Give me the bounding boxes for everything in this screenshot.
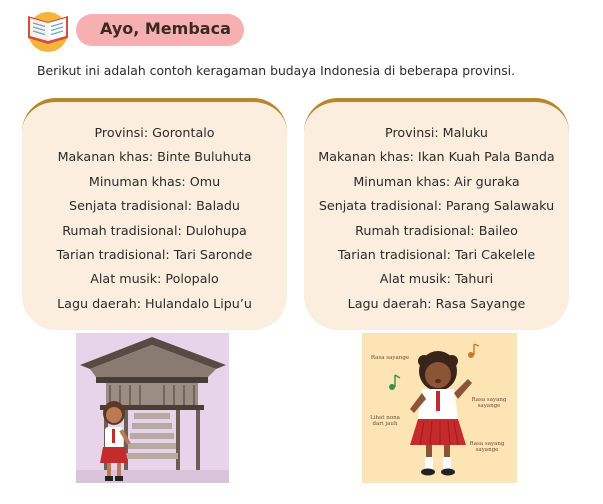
culture-line-drink: Minuman khas: Omu [88, 173, 221, 189]
singing-student-illustration [362, 333, 517, 483]
traditional-house-icon [76, 333, 229, 483]
section-header [18, 8, 248, 48]
music-note-icon [468, 344, 479, 358]
song-lyric-label: Lihat nona dari jauh [370, 415, 400, 427]
intro-text: Berikut ini adalah contoh keragaman budaya Indonesia di beberapa provinsi. [37, 63, 516, 78]
culture-line-song: Lagu daerah: Rasa Sayange [347, 295, 526, 311]
culture-line-province: Provinsi: Maluku [385, 125, 488, 140]
song-lyric-label: Rasa sayang sayange [469, 441, 505, 453]
traditional-house-student-illustration [76, 333, 229, 483]
open-book-icon [18, 8, 84, 52]
culture-line-food: Makanan khas: Binte Buluhuta [57, 149, 252, 165]
culture-line-drink: Minuman khas: Air guraka [353, 173, 520, 189]
culture-line-house: Rumah tradisional: Dulohupa [62, 222, 247, 238]
culture-list [22, 121, 287, 316]
culture-line-province: Provinsi: Gorontalo [94, 125, 215, 140]
song-lyric-label: Rasa sayange [370, 355, 410, 361]
culture-line-instrument: Alat musik: Polopalo [90, 271, 219, 287]
culture-line-weapon: Senjata tradisional: Baladu [69, 198, 240, 214]
culture-list [304, 121, 569, 316]
culture-line-song: Lagu daerah: Hulandalo Lipu’u [57, 295, 252, 311]
culture-card-gorontalo [22, 98, 287, 330]
culture-card-maluku [304, 98, 569, 330]
culture-line-weapon: Senjata tradisional: Parang Salawaku [318, 198, 555, 214]
culture-line-food: Makanan khas: Ikan Kuah Pala Banda [318, 149, 555, 165]
culture-line-dance: Tarian tradisional: Tari Cakelele [337, 247, 536, 263]
culture-line-house: Rumah tradisional: Baileo [355, 222, 518, 238]
song-lyric-label: Rasa sayang sayange [471, 397, 507, 409]
culture-line-instrument: Alat musik: Tahuri [379, 271, 494, 287]
music-note-icon [389, 375, 400, 390]
header-title: Ayo, Membaca [100, 19, 231, 38]
culture-line-dance: Tarian tradisional: Tari Saronde [56, 247, 253, 263]
